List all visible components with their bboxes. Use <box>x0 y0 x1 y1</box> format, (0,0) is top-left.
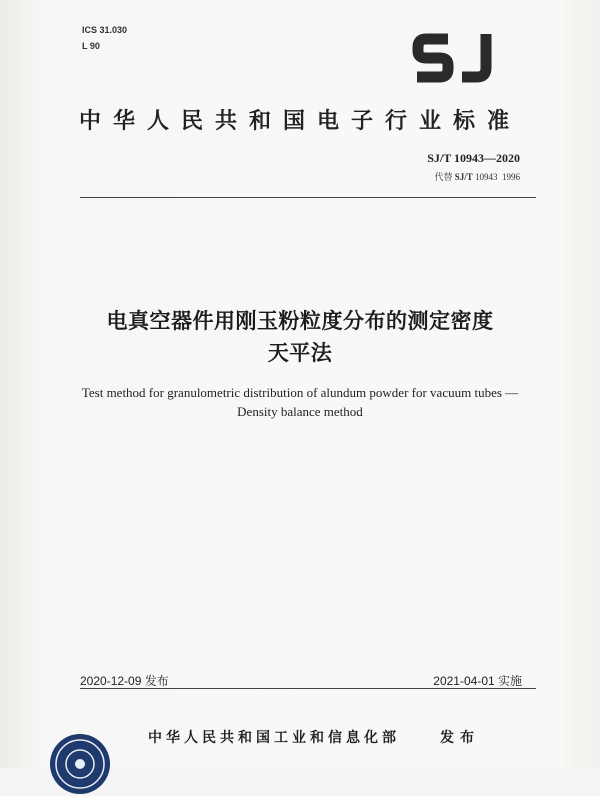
issue-date: 2020-12-09 发布 <box>80 674 169 688</box>
replaces-code: SJ/T <box>454 172 473 182</box>
bottom-divider <box>80 688 536 689</box>
seal-emblem-icon <box>48 732 112 796</box>
top-divider <box>80 197 536 198</box>
issuing-authority: 中华人民共和国工业和信息化部 <box>148 730 400 746</box>
english-title-line-2: Density balance method <box>237 404 363 419</box>
sj-logo <box>412 30 498 86</box>
publish-label: 发布 <box>440 730 480 746</box>
english-title <box>0 383 600 421</box>
chinese-title-line-2: 天平法 <box>267 341 333 365</box>
chinese-title <box>0 305 600 369</box>
standard-number: SJ/T 10943—2020 <box>427 151 520 165</box>
replaces-line <box>434 170 520 183</box>
standard-category-title: 中华人民共和国电子行业标准 <box>78 109 521 134</box>
ccs-code: L 90 <box>82 41 100 51</box>
replaces-prefix: 代替 <box>434 172 453 182</box>
english-title-line-1: Test method for granulometric distribution of alundum powder for vacuum tubes — <box>81 385 519 400</box>
ics-code: ICS 31.030 <box>82 25 128 35</box>
replaces-number: 10943 1996 <box>475 172 520 182</box>
logo-j-shape <box>462 34 486 77</box>
implementation-date: 2021-04-01 实施 <box>433 674 522 688</box>
logo-s-shape <box>417 39 448 77</box>
chinese-title-line-1: 电真空器件用刚玉粉粒度分布的测定密度 <box>106 309 494 333</box>
